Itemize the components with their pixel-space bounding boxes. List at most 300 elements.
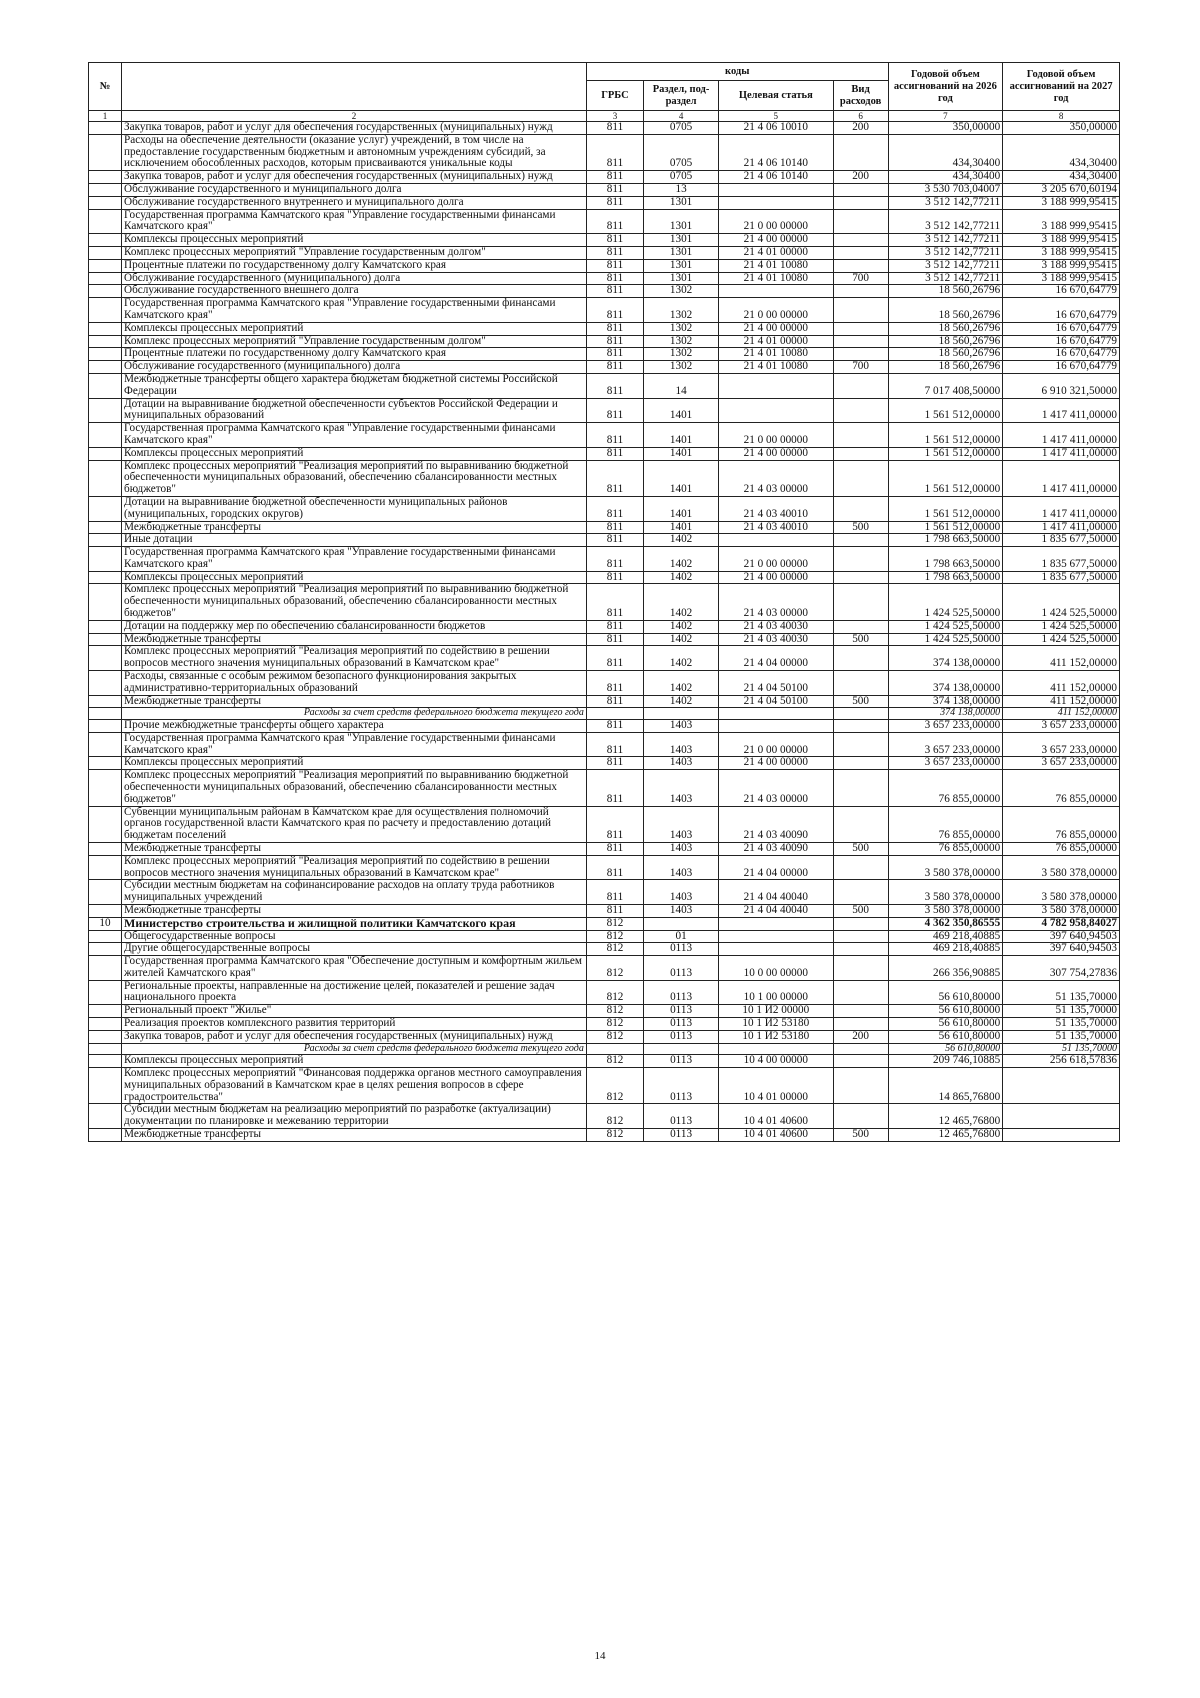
amount-2026: 56 610,80000	[888, 980, 1003, 1005]
amount-2027: 1 417 411,00000	[1003, 521, 1120, 534]
section-code: 14	[644, 373, 719, 398]
header-index-7: 7	[888, 111, 1003, 122]
amount-2026: 3 657 233,00000	[888, 757, 1003, 770]
expense-kind-code	[833, 298, 888, 323]
row-number	[89, 171, 122, 184]
expense-kind-code	[833, 806, 888, 842]
table-row	[89, 534, 1120, 547]
row-number	[89, 1018, 122, 1031]
target-code: 21 4 04 00000	[719, 646, 834, 671]
section-code: 0705	[644, 171, 719, 184]
expense-kind-code	[833, 943, 888, 956]
amount-2026: 3 657 233,00000	[888, 732, 1003, 757]
target-code: 21 4 04 40040	[719, 904, 834, 917]
table-row	[89, 348, 1120, 361]
item-name: Региональные проекты, направленные на достижение целей, показателей и решение задач национального проекта	[122, 980, 587, 1005]
table-row	[89, 757, 1120, 770]
row-number	[89, 1128, 122, 1141]
expense-kind-code: 500	[833, 904, 888, 917]
amount-2026: 1 561 512,00000	[888, 460, 1003, 496]
amount-2027: 1 424 525,50000	[1003, 584, 1120, 620]
table-row	[89, 671, 1120, 696]
amount-2027: 3 188 999,95415	[1003, 246, 1120, 259]
table-row	[89, 1067, 1120, 1103]
target-code: 21 4 00 00000	[719, 447, 834, 460]
row-number	[89, 496, 122, 521]
header-index-2: 2	[122, 111, 587, 122]
target-code: 21 4 03 00000	[719, 584, 834, 620]
item-name: Комплексы процессных мероприятий	[122, 571, 587, 584]
amount-2026: 350,00000	[888, 122, 1003, 135]
amount-2027: 16 670,64779	[1003, 348, 1120, 361]
section-code: 0113	[644, 1030, 719, 1043]
section-code: 1403	[644, 719, 719, 732]
target-code: 21 4 03 40030	[719, 633, 834, 646]
table-row	[89, 770, 1120, 806]
item-name: Межбюджетные трансферты	[122, 1128, 587, 1141]
amount-2027: 411 152,00000	[1003, 671, 1120, 696]
expense-kind-code	[833, 134, 888, 170]
amount-2027: 3 657 233,00000	[1003, 757, 1120, 770]
expense-kind-code	[833, 209, 888, 234]
amount-2026: 3 512 142,77211	[888, 234, 1003, 247]
row-number	[89, 620, 122, 633]
row-number	[89, 234, 122, 247]
table-row	[89, 521, 1120, 534]
row-number	[89, 521, 122, 534]
amount-2027: 3 580 378,00000	[1003, 904, 1120, 917]
section-code: 1301	[644, 272, 719, 285]
row-number	[89, 956, 122, 981]
target-code: 21 4 06 10140	[719, 171, 834, 184]
expense-kind-code	[833, 496, 888, 521]
grbs-code: 811	[586, 732, 643, 757]
row-number	[89, 930, 122, 943]
item-name: Закупка товаров, работ и услуг для обеспечения государственных (муниципальных) нужд	[122, 171, 587, 184]
section-code: 1402	[644, 633, 719, 646]
item-name: Процентные платежи по государственному долгу Камчатского края	[122, 348, 587, 361]
grbs-code: 811	[586, 398, 643, 423]
amount-2026: 1 798 663,50000	[888, 534, 1003, 547]
table-row	[89, 259, 1120, 272]
amount-2026: 76 855,00000	[888, 806, 1003, 842]
grbs-code: 811	[586, 259, 643, 272]
amount-2027: 1 424 525,50000	[1003, 633, 1120, 646]
table-row	[89, 134, 1120, 170]
target-code	[719, 917, 834, 930]
amount-2026: 1 561 512,00000	[888, 423, 1003, 448]
amount-2026: 56 610,80000	[888, 1043, 1003, 1055]
target-code: 21 4 04 50100	[719, 695, 834, 708]
item-name: Государственная программа Камчатского края "Управление государственными финансами Камчатского края"	[122, 732, 587, 757]
item-name: Обслуживание государственного внутреннего и муниципального долга	[122, 196, 587, 209]
item-name: Прочие межбюджетные трансферты общего характера	[122, 719, 587, 732]
header-index-4: 4	[644, 111, 719, 122]
row-number	[89, 842, 122, 855]
row-number	[89, 806, 122, 842]
amount-2027: 1 417 411,00000	[1003, 496, 1120, 521]
amount-2026: 3 512 142,77211	[888, 272, 1003, 285]
expense-kind-code: 200	[833, 171, 888, 184]
grbs-code: 812	[586, 1128, 643, 1141]
target-code	[719, 196, 834, 209]
amount-2026: 12 465,76800	[888, 1128, 1003, 1141]
section-code: 1301	[644, 246, 719, 259]
section-code: 1301	[644, 259, 719, 272]
target-code: 21 4 03 40090	[719, 806, 834, 842]
section-code: 1402	[644, 571, 719, 584]
amount-2026: 1 424 525,50000	[888, 633, 1003, 646]
table-row	[89, 398, 1120, 423]
table-row	[89, 423, 1120, 448]
grbs-code: 811	[586, 183, 643, 196]
grbs-code: 811	[586, 423, 643, 448]
amount-2027: 76 855,00000	[1003, 806, 1120, 842]
table-row	[89, 1043, 1120, 1055]
target-code: 21 0 00 00000	[719, 732, 834, 757]
row-number	[89, 335, 122, 348]
amount-2026: 1 424 525,50000	[888, 620, 1003, 633]
section-code: 1401	[644, 423, 719, 448]
table-row	[89, 335, 1120, 348]
item-name: Государственная программа Камчатского края "Управление государственными финансами Камчатского края"	[122, 298, 587, 323]
table-row	[89, 298, 1120, 323]
target-code: 21 4 00 00000	[719, 571, 834, 584]
budget-sheet	[88, 62, 1120, 1142]
target-code: 21 4 01 10080	[719, 348, 834, 361]
grbs-code: 812	[586, 1005, 643, 1018]
row-number	[89, 361, 122, 374]
amount-2026: 1 424 525,50000	[888, 584, 1003, 620]
target-code: 21 4 03 00000	[719, 460, 834, 496]
appropriations-table	[88, 62, 1120, 1142]
target-code: 10 4 00 00000	[719, 1055, 834, 1068]
amount-2027: 6 910 321,50000	[1003, 373, 1120, 398]
grbs-code: 811	[586, 584, 643, 620]
grbs-code: 812	[586, 980, 643, 1005]
target-code: 21 4 03 40010	[719, 496, 834, 521]
expense-kind-code	[833, 930, 888, 943]
amount-2026: 18 560,26796	[888, 361, 1003, 374]
amount-2027: 3 188 999,95415	[1003, 234, 1120, 247]
grbs-code: 811	[586, 460, 643, 496]
item-name: Межбюджетные трансферты	[122, 521, 587, 534]
item-name: Обслуживание государственного внешнего долга	[122, 285, 587, 298]
expense-kind-code	[833, 259, 888, 272]
item-name: Комплекс процессных мероприятий "Реализация мероприятий по выравниванию бюджетной обеспеченности муниципальных образований, обеспечению сбалансированности местных бюджетов"	[122, 460, 587, 496]
grbs-code	[586, 708, 643, 720]
expense-kind-code	[833, 770, 888, 806]
grbs-code: 812	[586, 956, 643, 981]
grbs-code: 811	[586, 646, 643, 671]
amount-2027: 1 424 525,50000	[1003, 620, 1120, 633]
row-number	[89, 708, 122, 720]
item-name: Межбюджетные трансферты	[122, 842, 587, 855]
header-index-8: 8	[1003, 111, 1120, 122]
target-code: 21 4 04 40040	[719, 880, 834, 905]
expense-kind-code: 200	[833, 122, 888, 135]
section-code: 1401	[644, 447, 719, 460]
section-code	[644, 708, 719, 720]
grbs-code: 811	[586, 361, 643, 374]
grbs-code: 811	[586, 447, 643, 460]
amount-2027: 1 417 411,00000	[1003, 423, 1120, 448]
amount-2027: 16 670,64779	[1003, 285, 1120, 298]
expense-kind-code	[833, 460, 888, 496]
section-code: 1403	[644, 770, 719, 806]
table-row	[89, 880, 1120, 905]
amount-2026: 3 512 142,77211	[888, 246, 1003, 259]
item-name: Комплекс процессных мероприятий "Управление государственным долгом"	[122, 335, 587, 348]
amount-2027: 397 640,94503	[1003, 930, 1120, 943]
table-row	[89, 547, 1120, 572]
amount-2026: 18 560,26796	[888, 348, 1003, 361]
expense-kind-code: 500	[833, 695, 888, 708]
amount-2026: 3 530 703,04007	[888, 183, 1003, 196]
target-code: 21 4 03 40010	[719, 521, 834, 534]
item-name: Комплекс процессных мероприятий "Управление государственным долгом"	[122, 246, 587, 259]
expense-kind-code	[833, 285, 888, 298]
amount-2027: 1 835 677,50000	[1003, 571, 1120, 584]
grbs-code: 811	[586, 904, 643, 917]
section-code: 1302	[644, 361, 719, 374]
expense-kind-code	[833, 1005, 888, 1018]
row-number	[89, 880, 122, 905]
amount-2027: 3 188 999,95415	[1003, 209, 1120, 234]
table-row	[89, 917, 1120, 930]
target-code: 21 4 03 40090	[719, 842, 834, 855]
section-code: 0113	[644, 1055, 719, 1068]
amount-2027: 1 835 677,50000	[1003, 547, 1120, 572]
grbs-code: 811	[586, 806, 643, 842]
grbs-code: 811	[586, 719, 643, 732]
grbs-code: 811	[586, 335, 643, 348]
row-number	[89, 695, 122, 708]
amount-2027	[1003, 1067, 1120, 1103]
item-name: Государственная программа Камчатского края "Управление государственными финансами Камчатского края"	[122, 423, 587, 448]
item-name: Закупка товаров, работ и услуг для обеспечения государственных (муниципальных) нужд	[122, 122, 587, 135]
header-index-5: 5	[719, 111, 834, 122]
grbs-code	[586, 1043, 643, 1055]
amount-2026: 1 561 512,00000	[888, 496, 1003, 521]
amount-2027: 1 417 411,00000	[1003, 398, 1120, 423]
amount-2026: 266 356,90885	[888, 956, 1003, 981]
amount-2027: 411 152,00000	[1003, 708, 1120, 720]
grbs-code: 811	[586, 298, 643, 323]
grbs-code: 812	[586, 1055, 643, 1068]
target-code	[719, 183, 834, 196]
table-row	[89, 633, 1120, 646]
amount-2026: 209 746,10885	[888, 1055, 1003, 1068]
item-name: Закупка товаров, работ и услуг для обеспечения государственных (муниципальных) нужд	[122, 1030, 587, 1043]
item-name: Межбюджетные трансферты	[122, 633, 587, 646]
grbs-code: 811	[586, 285, 643, 298]
target-code: 10 1 И2 53180	[719, 1030, 834, 1043]
expense-kind-code	[833, 646, 888, 671]
target-code	[719, 719, 834, 732]
table-row	[89, 571, 1120, 584]
target-code: 21 4 03 00000	[719, 770, 834, 806]
target-code: 21 4 01 10080	[719, 259, 834, 272]
table-row	[89, 620, 1120, 633]
row-number	[89, 322, 122, 335]
table-row	[89, 361, 1120, 374]
row-number	[89, 547, 122, 572]
section-code: 1402	[644, 534, 719, 547]
grbs-code: 811	[586, 496, 643, 521]
amount-2026: 76 855,00000	[888, 770, 1003, 806]
section-code: 1402	[644, 671, 719, 696]
section-code: 0113	[644, 1005, 719, 1018]
row-number	[89, 373, 122, 398]
header-index-1: 1	[89, 111, 122, 122]
expense-kind-code: 500	[833, 633, 888, 646]
amount-2027: 3 188 999,95415	[1003, 196, 1120, 209]
expense-kind-code	[833, 732, 888, 757]
expense-kind-code	[833, 757, 888, 770]
table-row	[89, 246, 1120, 259]
table-row	[89, 1018, 1120, 1031]
table-row	[89, 1128, 1120, 1141]
grbs-code: 812	[586, 917, 643, 930]
amount-2026: 374 138,00000	[888, 671, 1003, 696]
expense-kind-code	[833, 917, 888, 930]
amount-2026: 76 855,00000	[888, 842, 1003, 855]
item-name: Комплексы процессных мероприятий	[122, 234, 587, 247]
header-grbs: ГРБС	[586, 81, 643, 111]
expense-kind-code	[833, 547, 888, 572]
grbs-code: 811	[586, 521, 643, 534]
amount-2026: 14 865,76800	[888, 1067, 1003, 1103]
header-index-6: 6	[833, 111, 888, 122]
target-code	[719, 930, 834, 943]
amount-2027: 16 670,64779	[1003, 361, 1120, 374]
amount-2027: 3 580 378,00000	[1003, 880, 1120, 905]
table-row	[89, 1005, 1120, 1018]
amount-2026: 3 512 142,77211	[888, 209, 1003, 234]
grbs-code: 811	[586, 534, 643, 547]
item-name: Субсидии местным бюджетам на софинансирование расходов на оплату труда работников муниципальных учреждений	[122, 880, 587, 905]
target-code	[719, 373, 834, 398]
grbs-code: 811	[586, 620, 643, 633]
item-name: Субвенции муниципальным районам в Камчатском крае для осуществления полномочий органов государственной власти Камчатского края по расчету и предоставлению дотаций бюджетам поселений	[122, 806, 587, 842]
amount-2026: 469 218,40885	[888, 943, 1003, 956]
header-target: Целевая статья	[719, 81, 834, 111]
amount-2027: 307 754,27836	[1003, 956, 1120, 981]
grbs-code: 811	[586, 547, 643, 572]
amount-2027: 4 782 958,84027	[1003, 917, 1120, 930]
row-number	[89, 732, 122, 757]
amount-2026: 434,30400	[888, 171, 1003, 184]
section-code: 1302	[644, 348, 719, 361]
item-name: Другие общегосударственные вопросы	[122, 943, 587, 956]
row-number	[89, 770, 122, 806]
row-number	[89, 584, 122, 620]
table-row	[89, 1055, 1120, 1068]
row-number	[89, 183, 122, 196]
item-name: Иные дотации	[122, 534, 587, 547]
expense-kind-code: 500	[833, 521, 888, 534]
section-code: 1302	[644, 285, 719, 298]
row-number: 10	[89, 917, 122, 930]
grbs-code: 811	[586, 209, 643, 234]
section-code: 1401	[644, 460, 719, 496]
row-number	[89, 460, 122, 496]
row-number	[89, 571, 122, 584]
table-row	[89, 209, 1120, 234]
amount-2027: 3 657 233,00000	[1003, 732, 1120, 757]
amount-2026: 374 138,00000	[888, 646, 1003, 671]
amount-2026: 12 465,76800	[888, 1104, 1003, 1129]
row-number	[89, 904, 122, 917]
expense-kind-code	[833, 348, 888, 361]
table-row	[89, 322, 1120, 335]
table-row	[89, 646, 1120, 671]
section-code: 1402	[644, 695, 719, 708]
expense-kind-code: 200	[833, 1030, 888, 1043]
target-code	[719, 285, 834, 298]
target-code: 21 0 00 00000	[719, 547, 834, 572]
expense-kind-code	[833, 584, 888, 620]
grbs-code: 811	[586, 770, 643, 806]
item-name: Реализация проектов комплексного развития территорий	[122, 1018, 587, 1031]
row-number	[89, 1030, 122, 1043]
grbs-code: 811	[586, 196, 643, 209]
section-code: 1302	[644, 298, 719, 323]
amount-2027	[1003, 1128, 1120, 1141]
target-code: 21 4 00 00000	[719, 322, 834, 335]
section-code: 0113	[644, 1104, 719, 1129]
grbs-code: 812	[586, 1030, 643, 1043]
item-name: Процентные платежи по государственному долгу Камчатского края	[122, 259, 587, 272]
table-row	[89, 496, 1120, 521]
target-code: 10 4 01 00000	[719, 1067, 834, 1103]
row-number	[89, 209, 122, 234]
grbs-code: 811	[586, 348, 643, 361]
target-code: 10 4 01 40600	[719, 1128, 834, 1141]
item-name: Дотации на выравнивание бюджетной обеспеченности субъектов Российской Федерации и муниципальных образований	[122, 398, 587, 423]
expense-kind-code	[833, 956, 888, 981]
item-name: Субсидии местным бюджетам на реализацию мероприятий по разработке (актуализации) документации по планировке и межеванию территории	[122, 1104, 587, 1129]
target-code: 21 4 04 00000	[719, 855, 834, 880]
amount-2026: 469 218,40885	[888, 930, 1003, 943]
item-name: Расходы на обеспечение деятельности (оказание услуг) учреждений, в том числе на предоставление государственным бюджетным и автономным учреждениям субсидий, за исключением обособленных расходов, которым присваиваются уникальные коды	[122, 134, 587, 170]
header-no: №	[89, 63, 122, 111]
expense-kind-code	[833, 373, 888, 398]
expense-kind-code	[833, 335, 888, 348]
table-row	[89, 842, 1120, 855]
table-body	[89, 122, 1120, 1142]
target-code: 21 4 06 10140	[719, 134, 834, 170]
amount-2026: 1 561 512,00000	[888, 521, 1003, 534]
grbs-code: 811	[586, 842, 643, 855]
amount-2027: 16 670,64779	[1003, 322, 1120, 335]
section-code: 0113	[644, 956, 719, 981]
section-code: 0113	[644, 1128, 719, 1141]
amount-2027: 3 188 999,95415	[1003, 259, 1120, 272]
amount-2027: 434,30400	[1003, 134, 1120, 170]
row-number	[89, 259, 122, 272]
grbs-code: 811	[586, 122, 643, 135]
expense-kind-code	[833, 708, 888, 720]
item-name: Комплекс процессных мероприятий "Реализация мероприятий по содействию в решении вопросов местного значения муниципальных образований в Камчатском крае"	[122, 646, 587, 671]
amount-2027: 3 205 670,60194	[1003, 183, 1120, 196]
target-code: 21 0 00 00000	[719, 209, 834, 234]
section-code: 1401	[644, 521, 719, 534]
amount-2026: 3 580 378,00000	[888, 904, 1003, 917]
page-number: 14	[594, 1650, 606, 1662]
target-code: 21 0 00 00000	[719, 298, 834, 323]
